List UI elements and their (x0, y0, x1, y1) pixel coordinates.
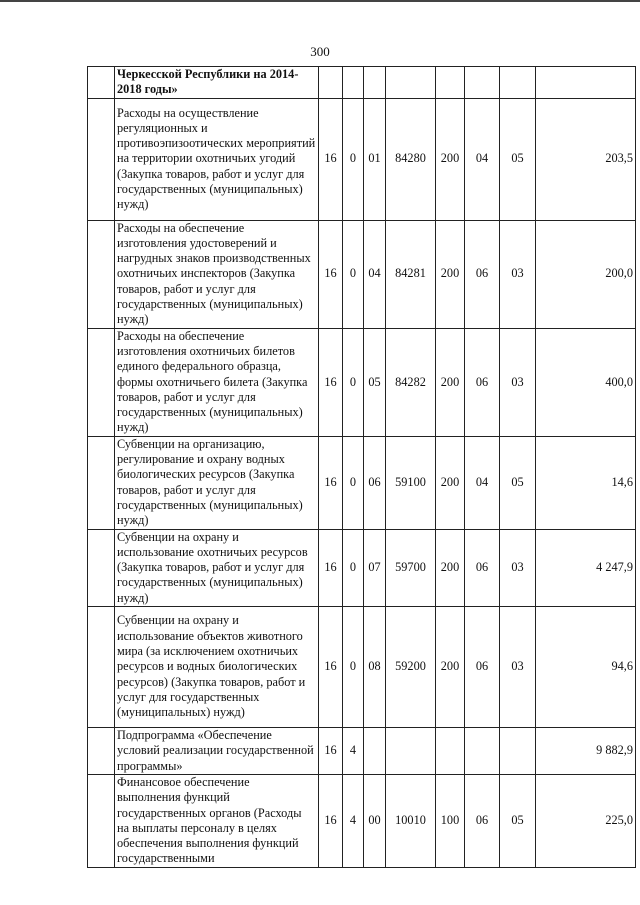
table-row (88, 436, 636, 529)
rz-cell: 0 (343, 220, 364, 328)
pr-cell: 08 (364, 607, 386, 728)
section-cell: 06 (465, 220, 500, 328)
row-marker-cell (88, 774, 115, 867)
budget-table (87, 66, 636, 868)
subsection-cell: 03 (500, 220, 536, 328)
rz-cell: 4 (343, 774, 364, 867)
section-cell: 04 (465, 98, 500, 220)
row-marker-cell (88, 607, 115, 728)
row-marker-cell (88, 436, 115, 529)
page-number: 300 (310, 44, 330, 59)
rz-cell: 4 (343, 728, 364, 775)
amount-cell: 225,0 (536, 774, 636, 867)
subsection-cell: 03 (500, 607, 536, 728)
target-code-cell: 59100 (386, 436, 436, 529)
amount-cell: 203,5 (536, 98, 636, 220)
target-code-cell: 59200 (386, 607, 436, 728)
amount-cell: 94,6 (536, 607, 636, 728)
row-description: Черкесской Республики на 2014-2018 годы» (115, 67, 319, 99)
subsection-cell: 05 (500, 436, 536, 529)
section-cell: 06 (465, 774, 500, 867)
grbs-cell: 16 (319, 98, 343, 220)
rz-cell: 0 (343, 436, 364, 529)
pr-cell: 05 (364, 328, 386, 436)
section-cell: 04 (465, 436, 500, 529)
grbs-cell: 16 (319, 728, 343, 775)
subsection-cell: 05 (500, 774, 536, 867)
subsection-cell: 05 (500, 98, 536, 220)
row-marker-cell (88, 98, 115, 220)
row-description: Подпрограмма «Обеспечение условий реализации государственной программы» (115, 728, 319, 775)
pr-cell: 00 (364, 774, 386, 867)
amount-cell: 400,0 (536, 328, 636, 436)
subsection-cell (500, 67, 536, 99)
row-marker-cell (88, 728, 115, 775)
expense-type-cell: 200 (436, 607, 465, 728)
row-marker-cell (88, 328, 115, 436)
table-row (88, 529, 636, 606)
section-cell: 06 (465, 529, 500, 606)
table-row (88, 607, 636, 728)
pr-cell: 04 (364, 220, 386, 328)
row-description: Расходы на осуществление регуляционных и противоэпизоотических мероприятий на территории охотничьих угодий (Закупка товаров, работ и услуг для государственных (муниципальных) нужд) (115, 98, 319, 220)
grbs-cell: 16 (319, 436, 343, 529)
expense-type-cell: 200 (436, 529, 465, 606)
section-cell (465, 67, 500, 99)
section-cell: 06 (465, 607, 500, 728)
row-marker-cell (88, 529, 115, 606)
subsection-cell (500, 728, 536, 775)
table-row (88, 220, 636, 328)
pr-cell (364, 67, 386, 99)
row-description: Расходы на обеспечение изготовления охотничьих билетов единого федерального образца, формы охотничьего билета (Закупка товаров, работ и услуг для государственных (муниципальных) нужд) (115, 328, 319, 436)
target-code-cell: 84281 (386, 220, 436, 328)
subsection-cell: 03 (500, 328, 536, 436)
target-code-cell: 59700 (386, 529, 436, 606)
row-description: Финансовое обеспечение выполнения функций государственных органов (Расходы на выплаты персоналу в целях обеспечения выполнения функций государственными (115, 774, 319, 867)
amount-cell: 14,6 (536, 436, 636, 529)
expense-type-cell: 200 (436, 220, 465, 328)
table-row (88, 774, 636, 867)
expense-type-cell: 100 (436, 774, 465, 867)
subsection-cell: 03 (500, 529, 536, 606)
amount-cell: 4 247,9 (536, 529, 636, 606)
row-description: Субвенции на организацию, регулирование и охрану водных биологических ресурсов (Закупка товаров, работ и услуг для государственных (муниципальных) нужд) (115, 436, 319, 529)
target-code-cell: 84282 (386, 328, 436, 436)
expense-type-cell: 200 (436, 98, 465, 220)
amount-cell (536, 67, 636, 99)
row-description: Субвенции на охрану и использование охотничьих ресурсов (Закупка товаров, работ и услуг для государственных (муниципальных) нужд) (115, 529, 319, 606)
expense-type-cell (436, 67, 465, 99)
grbs-cell: 16 (319, 607, 343, 728)
pr-cell (364, 728, 386, 775)
target-code-cell (386, 67, 436, 99)
target-code-cell: 84280 (386, 98, 436, 220)
grbs-cell: 16 (319, 774, 343, 867)
grbs-cell: 16 (319, 529, 343, 606)
row-description: Расходы на обеспечение изготовления удостоверений и нагрудных знаков производственных охотничьих инспекторов (Закупка товаров, работ и услуг для государственных (муниципальных) нужд) (115, 220, 319, 328)
rz-cell: 0 (343, 328, 364, 436)
rz-cell: 0 (343, 98, 364, 220)
table-row (88, 98, 636, 220)
rz-cell (343, 67, 364, 99)
row-marker-cell (88, 67, 115, 99)
expense-type-cell (436, 728, 465, 775)
expense-type-cell: 200 (436, 436, 465, 529)
amount-cell: 9 882,9 (536, 728, 636, 775)
table-row (88, 67, 636, 99)
target-code-cell (386, 728, 436, 775)
row-description: Субвенции на охрану и использование объектов животного мира (за исключением охотничьих ресурсов и водных биологических ресурсов) (Закупка товаров, работ и услуг для государственных (муниципальных) нужд) (115, 607, 319, 728)
amount-cell: 200,0 (536, 220, 636, 328)
scan-top-edge (0, 0, 640, 2)
table-row (88, 328, 636, 436)
grbs-cell (319, 67, 343, 99)
expense-type-cell: 200 (436, 328, 465, 436)
section-cell: 06 (465, 328, 500, 436)
table-row (88, 728, 636, 775)
rz-cell: 0 (343, 529, 364, 606)
pr-cell: 01 (364, 98, 386, 220)
section-cell (465, 728, 500, 775)
grbs-cell: 16 (319, 328, 343, 436)
pr-cell: 06 (364, 436, 386, 529)
grbs-cell: 16 (319, 220, 343, 328)
row-marker-cell (88, 220, 115, 328)
pr-cell: 07 (364, 529, 386, 606)
target-code-cell: 10010 (386, 774, 436, 867)
rz-cell: 0 (343, 607, 364, 728)
